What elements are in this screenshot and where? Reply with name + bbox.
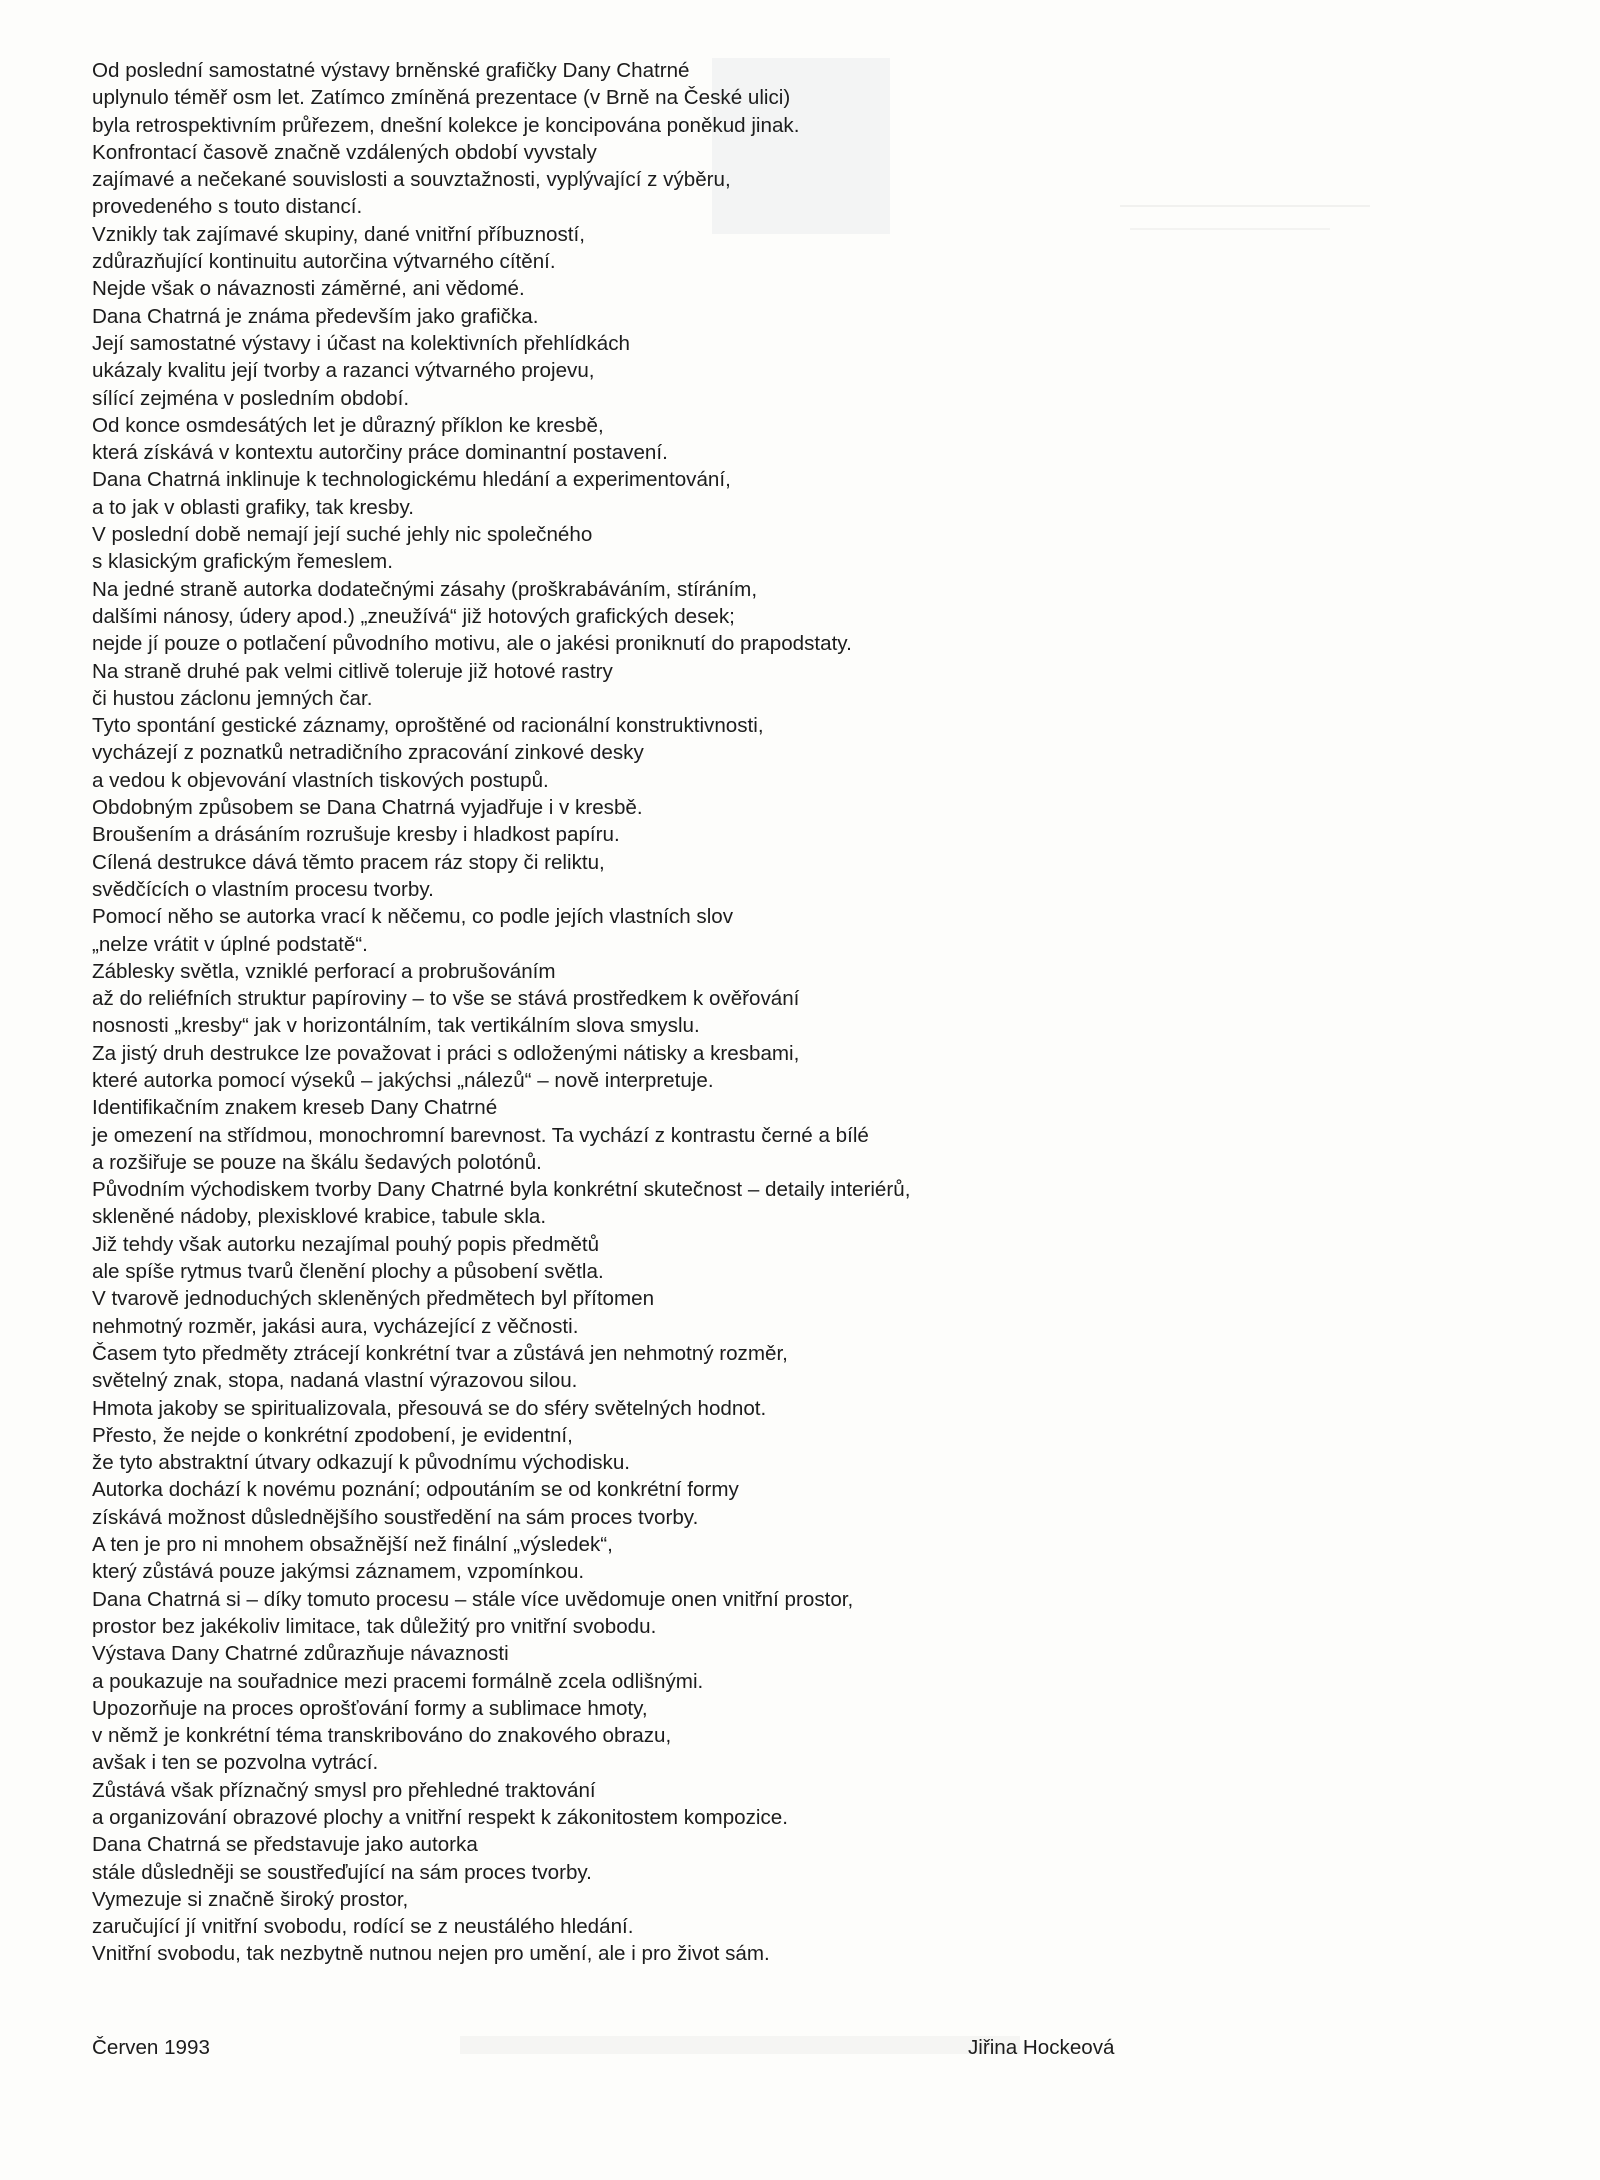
text-line: avšak i ten se pozvolna vytrácí. bbox=[92, 1751, 379, 1775]
text-line: sílící zejména v posledním období. bbox=[92, 386, 410, 410]
text-line: Cílená destrukce dává těmto pracem ráz stopy či reliktu, bbox=[92, 850, 605, 874]
text-line: svědčících o vlastním procesu tvorby. bbox=[92, 877, 434, 901]
text-line: zaručující jí vnitřní svobodu, rodící se z neustálého hledání. bbox=[92, 1915, 634, 1939]
text-line: až do reliéfních struktur papíroviny – to vše se stává prostředkem k ověřování bbox=[92, 987, 800, 1011]
text-line: Záblesky světla, vzniklé perforací a probrušováním bbox=[92, 959, 556, 983]
text-line: byla retrospektivním průřezem, dnešní kolekce je koncipována poněkud jinak. bbox=[92, 113, 800, 137]
text-line: Vymezuje si značně široký prostor, bbox=[92, 1887, 409, 1911]
text-line: a to jak v oblasti grafiky, tak kresby. bbox=[92, 495, 414, 519]
text-line: Vnitřní svobodu, tak nezbytně nutnou nejen pro umění, ale i pro život sám. bbox=[92, 1942, 770, 1966]
text-line: Od konce osmdesátých let je důrazný příklon ke kresbě, bbox=[92, 413, 604, 437]
text-line: Upozorňuje na proces oprošťování formy a sublimace hmoty, bbox=[92, 1696, 648, 1720]
text-line: skleněné nádoby, plexisklové krabice, tabule skla. bbox=[92, 1205, 547, 1229]
text-line: Na straně druhé pak velmi citlivě toleruje již hotové rastry bbox=[92, 659, 613, 683]
text-line: „nelze vrátit v úplné podstatě“. bbox=[92, 932, 368, 956]
text-line: Od poslední samostatné výstavy brněnské grafičky Dany Chatrné bbox=[92, 59, 690, 82]
text-line: Hmota jakoby se spiritualizovala, přesouvá se do sféry světelných hodnot. bbox=[92, 1396, 767, 1420]
text-line: Tyto spontání gestické záznamy, oproštěné od racionální konstruktivnosti, bbox=[92, 714, 764, 738]
text-line: Na jedné straně autorka dodatečnými zásahy (proškrabáváním, stíráním, bbox=[92, 577, 758, 601]
text-line: stále důsledněji se soustřeďující na sám proces tvorby. bbox=[92, 1860, 592, 1884]
show-through-footer bbox=[460, 2036, 1020, 2054]
text-line: Konfrontací časově značně vzdálených období vyvstaly bbox=[92, 140, 597, 164]
text-line: Původním východiskem tvorby Dany Chatrné byla konkrétní skutečnost – detaily interiérů, bbox=[92, 1178, 911, 1202]
text-line: V poslední době nemají její suché jehly nic společného bbox=[92, 523, 593, 547]
text-line: ukázaly kvalitu její tvorby a razanci výtvarného projevu, bbox=[92, 359, 595, 383]
text-line: Pomocí něho se autorka vrací k něčemu, co podle jejích vlastních slov bbox=[92, 905, 734, 929]
text-line: s klasickým grafickým řemeslem. bbox=[92, 550, 393, 574]
text-line: prostor bez jakékoliv limitace, tak důležitý pro vnitřní svobodu. bbox=[92, 1614, 657, 1638]
text-line: zdůrazňující kontinuitu autorčina výtvarného cítění. bbox=[92, 250, 556, 274]
text-line: Dana Chatrná inklinuje k technologickému hledání a experimentování, bbox=[92, 468, 731, 492]
text-line: Dana Chatrná je známa především jako grafička. bbox=[92, 304, 539, 328]
text-line: Zůstává však příznačný smysl pro přehledné traktování bbox=[92, 1778, 596, 1802]
text-line: Již tehdy však autorku nezajímal pouhý popis předmětů bbox=[92, 1232, 600, 1256]
text-line: nejde jí pouze o potlačení původního motivu, ale o jakési proniknutí do prapodstaty. bbox=[92, 632, 852, 656]
text-line: Dana Chatrná se představuje jako autorka bbox=[92, 1833, 478, 1857]
text-line: uplynulo téměř osm let. Zatímco zmíněná prezentace (v Brně na České ulici) bbox=[92, 86, 791, 110]
text-line: Časem tyto předměty ztrácejí konkrétní tvar a zůstává jen nehmotný rozměr, bbox=[92, 1341, 788, 1365]
text-line: V tvarově jednoduchých skleněných předmětech byl přítomen bbox=[92, 1287, 655, 1311]
text-line: Nejde však o návaznosti záměrné, ani vědomé. bbox=[92, 277, 525, 301]
text-line: Její samostatné výstavy i účast na kolektivních přehlídkách bbox=[92, 331, 630, 355]
footer-author: Jiřina Hockeová bbox=[968, 2036, 1115, 2059]
text-line: a vedou k objevování vlastních tiskových postupů. bbox=[92, 768, 549, 792]
text-line: Za jistý druh destrukce lze považovat i práci s odloženými nátisky a kresbami, bbox=[92, 1041, 800, 1065]
text-line: Autorka dochází k novému poznání; odpoutáním se od konkrétní formy bbox=[92, 1478, 739, 1502]
text-line: A ten je pro ni mnohem obsažnější než finální „výsledek“, bbox=[92, 1533, 613, 1557]
text-line: provedeného s touto distancí. bbox=[92, 195, 363, 219]
text-line: nehmotný rozměr, jakási aura, vycházející z věčnosti. bbox=[92, 1314, 579, 1338]
text-line: v němž je konkrétní téma transkribováno do znakového obrazu, bbox=[92, 1724, 672, 1748]
text-line: Přesto, že nejde o konkrétní zpodobení, je evidentní, bbox=[92, 1423, 573, 1447]
text-line: která získává v kontextu autorčiny práce dominantní postavení. bbox=[92, 441, 668, 465]
text-line: nosnosti „kresby“ jak v horizontálním, tak vertikálním slova smyslu. bbox=[92, 1014, 700, 1038]
text-line: je omezení na střídmou, monochromní barevnost. Ta vychází z kontrastu černé a bílé bbox=[92, 1123, 869, 1147]
text-line: a organizování obrazové plochy a vnitřní respekt k zákonitostem kompozice. bbox=[92, 1806, 788, 1829]
text-line: světelný znak, stopa, nadaná vlastní výrazovou silou. bbox=[92, 1369, 578, 1393]
text-line: získává možnost důslednějšího soustředění na sám proces tvorby. bbox=[92, 1505, 699, 1529]
essay-body bbox=[92, 57, 1192, 1968]
text-line: Výstava Dany Chatrné zdůrazňuje návaznosti bbox=[92, 1642, 509, 1666]
text-line: vycházejí z poznatků netradičního zpracování zinkové desky bbox=[92, 741, 644, 765]
text-line: že tyto abstraktní útvary odkazují k původnímu východisku. bbox=[92, 1451, 630, 1475]
text-line: Broušením a drásáním rozrušuje kresby i hladkost papíru. bbox=[92, 823, 620, 847]
text-line: který zůstává pouze jakýmsi záznamem, vzpomínkou. bbox=[92, 1560, 585, 1584]
text-line: které autorka pomocí výseků – jakýchsi „nálezů“ – nově interpretuje. bbox=[92, 1068, 714, 1092]
text-line: dalšími nánosy, údery apod.) „zneužívá“ již hotových grafických desek; bbox=[92, 604, 735, 628]
text-line: Identifikačním znakem kreseb Dany Chatrné bbox=[92, 1096, 498, 1120]
text-line: či hustou záclonu jemných čar. bbox=[92, 686, 373, 710]
text-line: Obdobným způsobem se Dana Chatrná vyjadřuje i v kresbě. bbox=[92, 796, 643, 820]
text-line: zajímavé a nečekané souvislosti a souvztažnosti, vyplývající z výběru, bbox=[92, 168, 731, 192]
text-line: Vznikly tak zajímavé skupiny, dané vnitřní příbuzností, bbox=[92, 222, 585, 246]
text-line: a poukazuje na souřadnice mezi pracemi formálně zcela odlišnými. bbox=[92, 1669, 704, 1693]
footer-date: Červen 1993 bbox=[92, 2036, 210, 2059]
text-line: Dana Chatrná si – díky tomuto procesu – stále více uvědomuje onen vnitřní prostor, bbox=[92, 1587, 854, 1611]
text-line: ale spíše rytmus tvarů členění plochy a působení světla. bbox=[92, 1260, 604, 1284]
text-line: a rozšiřuje se pouze na škálu šedavých polotónů. bbox=[92, 1150, 542, 1174]
